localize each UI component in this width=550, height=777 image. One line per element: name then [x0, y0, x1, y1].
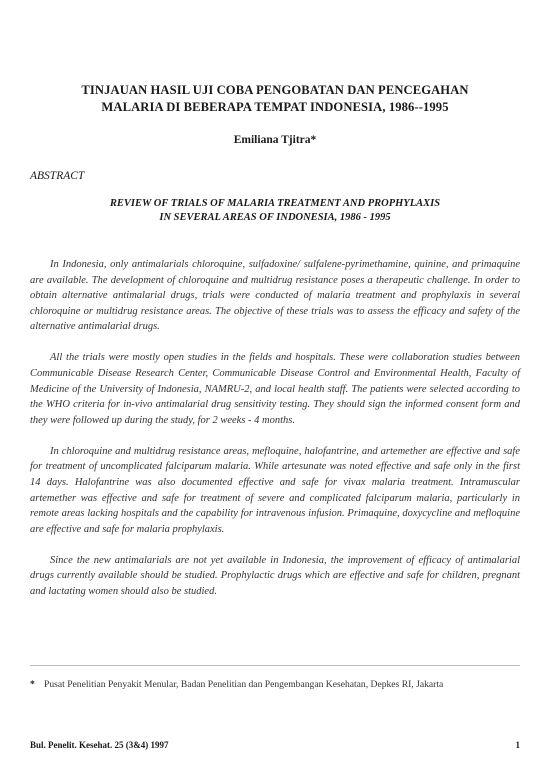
- english-title-line-2: IN SEVERAL AREAS OF INDONESIA, 1986 - 1995: [159, 212, 391, 223]
- author-name: Emiliana Tjitra*: [233, 134, 317, 146]
- english-title-line-1: REVIEW OF TRIALS OF MALARIA TREATMENT AND PROPHYLAXIS: [109, 198, 441, 209]
- paper-title-line-2: MALARIA DI BEBERAPA TEMPAT INDONESIA, 1986--1995: [101, 100, 449, 114]
- abstract-body: [30, 257, 520, 615]
- abstract-paragraph-4: Since the new antimalarials are not yet available in Indonesia, the improvement of efficacy of antimalarial drugs currently available should be studied. Prophylactic drugs which are effective and safe for children, pregnant and lactating women should also be studied.: [30, 554, 520, 597]
- footnote-divider: [30, 665, 520, 666]
- affiliation-footnote: [30, 679, 520, 690]
- abstract-paragraph-3: In chloroquine and multidrug resistance areas, mefloquine, halofantrine, and artemether are effective and safe for treatment of uncomplicated falciparum malaria. While artesunate was noted effective and safe only in the first 14 days. Halofantrine was also documented effective and safe for vivax malaria treatment. Intramuscular artemether was effective and safe for treatment of severe and complicated falciparum malaria, particularly in remote areas lacking hospitals and the capability for intravenous infusion. Primaquine, doxycycline and mefloquine are effective and safe for malaria prophylaxis.: [30, 445, 520, 535]
- paper-title: [30, 82, 520, 116]
- footnote-text: Pusat Penelitian Penyakit Menular, Badan Penelitian dan Pengembangan Kesehatan, Depkes RI, Jakarta: [44, 679, 444, 690]
- english-title: [30, 197, 520, 225]
- abstract-heading: ABSTRACT: [30, 170, 85, 182]
- abstract-paragraph-2: All the trials were mostly open studies in the fields and hospitals. These were collaboration studies between Communicable Disease Research Center, Communicable Disease Control and Environmental Health, Faculty of Medicine of the University of Indonesia, NAMRU-2, and local health staff. The patients were selected according to the WHO criteria for in-vivo antimalarial drug sensitivity testing. They should sign the informed consent form and they were followed up during the study, for 2 weeks - 4 months.: [30, 352, 520, 426]
- journal-citation: Bul. Penelit. Kesehat. 25 (3&4) 1997: [30, 740, 169, 750]
- footnote-marker: *: [30, 679, 35, 690]
- paper-title-line-1: TINJAUAN HASIL UJI COBA PENGOBATAN DAN PENCEGAHAN: [81, 83, 469, 97]
- page-number: 1: [515, 740, 520, 750]
- abstract-paragraph-1: In Indonesia, only antimalarials chloroquine, sulfadoxine/ sulfalene-pyrimethamine, quinine, and primaquine are available. The development of chloroquine and multidrug resistance poses a therapeutic challenge. In order to obtain alternative antimalarial drugs, trials were conducted of malaria treatment and prophylaxis in several chloroquine or multidrug resistance areas. The objective of these trials was to assess the efficacy and safety of the alternative antimalarial drugs.: [30, 259, 520, 333]
